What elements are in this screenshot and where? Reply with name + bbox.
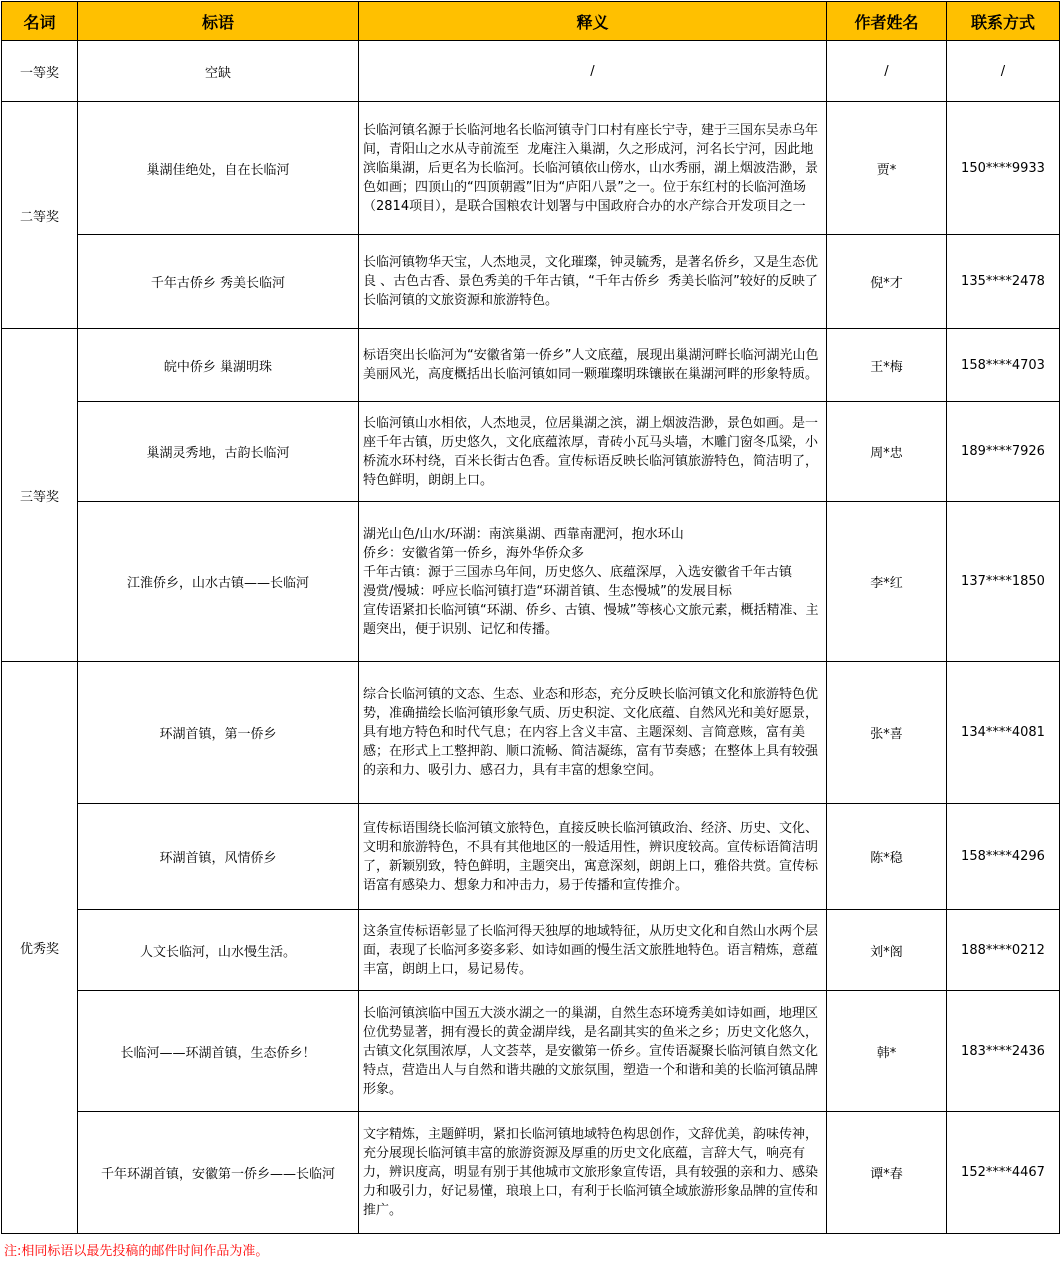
author-cell: 贾* <box>827 102 947 235</box>
contact-cell: 137****1850 <box>947 502 1060 662</box>
header-award: 名词 <box>2 2 78 41</box>
header-contact: 联系方式 <box>947 2 1060 41</box>
author-cell: 谭*春 <box>827 1112 947 1234</box>
contact-cell: 152****4467 <box>947 1112 1060 1234</box>
author-cell: 刘*阁 <box>827 910 947 991</box>
table-row <box>2 402 1060 502</box>
award-cell: 优秀奖 <box>2 662 78 1234</box>
author-cell: 韩* <box>827 991 947 1112</box>
author-cell: 陈*稳 <box>827 804 947 910</box>
meaning-cell: 长临河镇山水相依，人杰地灵，位居巢湖之滨，湖上烟波浩渺，景色如画。是一座千年古镇，历史悠久，文化底蕴浓厚，青砖小瓦马头墙，木雕门窗冬瓜梁，小桥流水环村绕，百米长街古色香。宣传标语反映长临河镇旅游特色，简洁明了，特色鲜明，朗朗上口。 <box>359 402 827 502</box>
contact-cell: / <box>947 41 1060 102</box>
meaning-cell: 文字精炼，主题鲜明，紧扣长临河镇地域特色构思创作，文辞优美，韵味传神，充分展现长临河镇丰富的旅游资源及厚重的历史文化底蕴，言辞大气，响亮有力，辨识度高，明显有别于其他城市文旅形象宣传语，具有较强的亲和力、感染力和吸引力，好记易懂，琅琅上口，有利于长临河镇全域旅游形象品牌的宣传和推广。 <box>359 1112 827 1234</box>
meaning-cell: 长临河镇滨临中国五大淡水湖之一的巢湖，自然生态环境秀美如诗如画，地理区位优势显著，拥有漫长的黄金湖岸线，是名副其实的鱼米之乡；历史文化悠久，古镇文化氛围浓厚，人文荟萃，是安徽第一侨乡。宣传语凝聚长临河镇自然文化特点，营造出人与自然和谐共融的文旅氛围，塑造一个和谐和美的长临河镇品牌形象。 <box>359 991 827 1112</box>
meaning-cell: 综合长临河镇的文态、生态、业态和形态，充分反映长临河镇文化和旅游特色优势，准确描绘长临河镇形象气质、历史积淀、文化底蕴、自然风光和美好愿景，具有地方特色和时代气息；在内容上含义丰富、主题深刻、言简意赅，富有美感；在形式上工整押韵、顺口流畅、简洁凝练，富有节奏感；在整体上具有较强的亲和力、吸引力、感召力，具有丰富的想象空间。 <box>359 662 827 804</box>
slogan-cell: 千年环湖首镇，安徽第一侨乡——长临河 <box>78 1112 359 1234</box>
contact-cell: 150****9933 <box>947 102 1060 235</box>
slogan-cell: 江淮侨乡，山水古镇——长临河 <box>78 502 359 662</box>
meaning-cell: 长临河镇名源于长临河地名长临河镇寺门口村有座长宁寺，建于三国东吴赤乌年间，青阳山之水从寺前流至 龙庵注入巢湖，久之形成河，河名长宁河，因此地滨临巢湖，后更名为长临河。长临河镇依山傍水，山水秀丽，湖上烟波浩渺，景色如画；四顶山的“四顶朝霞”旧为“庐阳八景”之一。位于东红村的长临河渔场（2814项目），是联合国粮农计划署与中国政府合办的水产综合开发项目之一 <box>359 102 827 235</box>
author-cell: 李*红 <box>827 502 947 662</box>
meaning-cell: 这条宣传标语彰显了长临河得天独厚的地域特征，从历史文化和自然山水两个层面，表现了长临河多姿多彩、如诗如画的慢生活文旅胜地特色。语言精炼，意蕴丰富，朗朗上口，易记易传。 <box>359 910 827 991</box>
slogan-cell: 千年古侨乡 秀美长临河 <box>78 235 359 329</box>
slogan-cell: 空缺 <box>78 41 359 102</box>
author-cell: 张*喜 <box>827 662 947 804</box>
table-row <box>2 329 1060 402</box>
table-row <box>2 910 1060 991</box>
contact-cell: 188****0212 <box>947 910 1060 991</box>
table-row <box>2 991 1060 1112</box>
author-cell: / <box>827 41 947 102</box>
header-meaning: 释义 <box>359 2 827 41</box>
slogan-cell: 皖中侨乡 巢湖明珠 <box>78 329 359 402</box>
slogan-cell: 环湖首镇，第一侨乡 <box>78 662 359 804</box>
table-row <box>2 235 1060 329</box>
footnote: 注:相同标语以最先投稿的邮件时间作品为准。 <box>4 1244 269 1259</box>
award-cell: 一等奖 <box>2 41 78 102</box>
meaning-cell: 长临河镇物华天宝，人杰地灵，文化璀璨，钟灵毓秀，是著名侨乡，又是生态优良 、古色古香、景色秀美的千年古镇，“千年古侨乡 秀美长临河”较好的反映了长临河镇的文旅资源和旅游特色。 <box>359 235 827 329</box>
author-cell: 倪*才 <box>827 235 947 329</box>
table-row <box>2 502 1060 662</box>
contact-cell: 183****2436 <box>947 991 1060 1112</box>
meaning-cell: 湖光山色/山水/环湖：南滨巢湖、西靠南淝河，抱水环山 侨乡：安徽省第一侨乡，海外华侨众多 千年古镇：源于三国赤乌年间，历史悠久、底蕴深厚，入选安徽省千年古镇 漫赏/慢城：呼应长临河镇打造“环湖首镇、生态慢城”的发展目标 宣传语紧扣长临河镇“环湖、侨乡、古镇、慢城”等核心文旅元素，概括精准、主题突出，便于识别、记忆和传播。 <box>359 502 827 662</box>
meaning-cell: / <box>359 41 827 102</box>
meaning-cell: 标语突出长临河为“安徽省第一侨乡”人文底蕴，展现出巢湖河畔长临河湖光山色美丽风光，高度概括出长临河镇如同一颗璀璨明珠镶嵌在巢湖河畔的形象特质。 <box>359 329 827 402</box>
contact-cell: 158****4296 <box>947 804 1060 910</box>
slogan-cell: 长临河——环湖首镇，生态侨乡！ <box>78 991 359 1112</box>
contact-cell: 189****7926 <box>947 402 1060 502</box>
award-table <box>1 1 1060 1234</box>
slogan-cell: 人文长临河，山水慢生活。 <box>78 910 359 991</box>
contact-cell: 134****4081 <box>947 662 1060 804</box>
table-row <box>2 41 1060 102</box>
slogan-cell: 巢湖灵秀地，古韵长临河 <box>78 402 359 502</box>
author-cell: 王*梅 <box>827 329 947 402</box>
meaning-cell: 宣传标语围绕长临河镇文旅特色，直接反映长临河镇政治、经济、历史、文化、文明和旅游特色，不具有其他地区的一般适用性，辨识度较高。宣传标语简洁明了，新颖别致，特色鲜明，主题突出，寓意深刻，朗朗上口，雅俗共赏。宣传标语富有感染力、想象力和冲击力，易于传播和宣传推介。 <box>359 804 827 910</box>
contact-cell: 135****2478 <box>947 235 1060 329</box>
table-row <box>2 662 1060 804</box>
author-cell: 周*忠 <box>827 402 947 502</box>
table-row <box>2 1112 1060 1234</box>
header-slogan: 标语 <box>78 2 359 41</box>
table-row <box>2 804 1060 910</box>
header-row <box>2 2 1060 41</box>
header-author: 作者姓名 <box>827 2 947 41</box>
award-cell: 三等奖 <box>2 329 78 662</box>
table-row <box>2 102 1060 235</box>
slogan-cell: 巢湖佳绝处，自在长临河 <box>78 102 359 235</box>
slogan-cell: 环湖首镇，风情侨乡 <box>78 804 359 910</box>
contact-cell: 158****4703 <box>947 329 1060 402</box>
award-cell: 二等奖 <box>2 102 78 329</box>
